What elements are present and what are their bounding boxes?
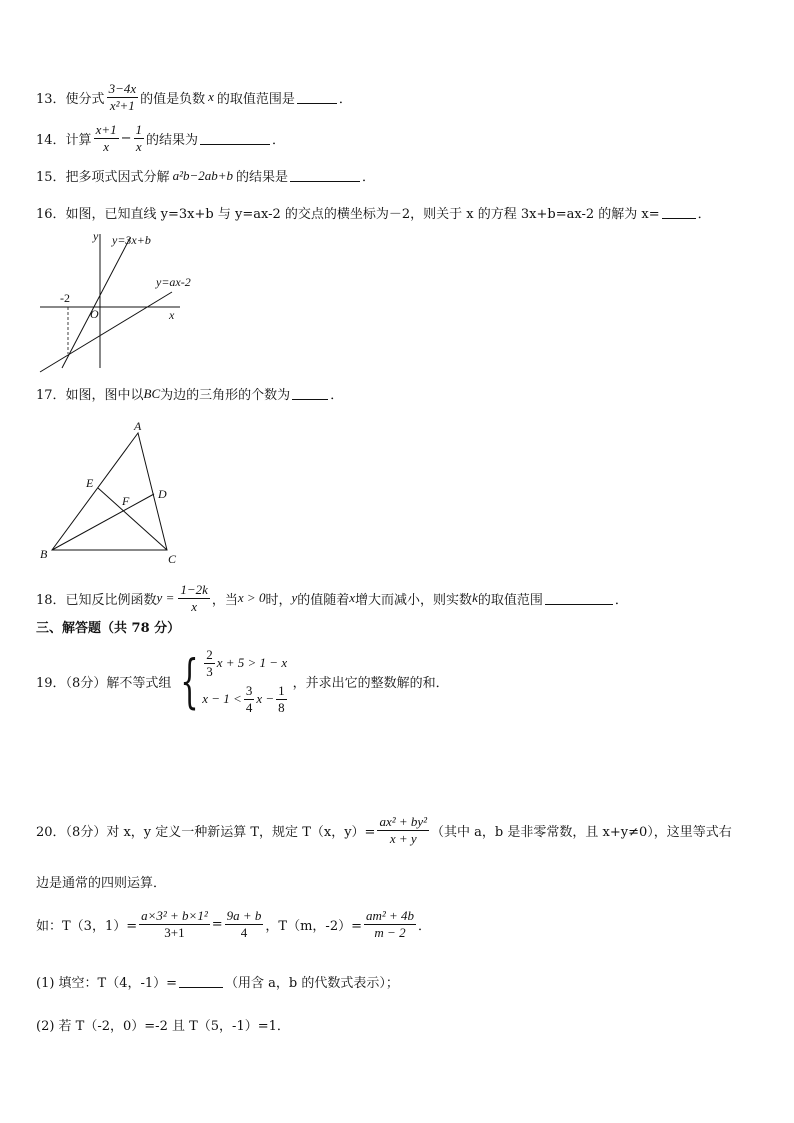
q15-end: ． <box>362 170 376 185</box>
section-3-title: 三、解答题（共 78 分） <box>36 621 181 636</box>
q18-prefix: 18．已知反比例函数 <box>36 592 157 608</box>
q19-l1-coef <box>204 648 215 678</box>
q19-l1-coef-num: 2 <box>206 647 213 662</box>
q13-var: x <box>208 89 214 105</box>
q17-text: 为边的三角形的个数为 <box>160 388 291 403</box>
q14-text: 的结果为 <box>146 132 199 148</box>
q18-mid2: 时， <box>265 592 292 608</box>
q17-prefix: 17．如图，图中以 <box>36 388 144 403</box>
q13-frac-num: 3−4x <box>108 81 137 96</box>
segment-bd <box>52 494 154 550</box>
line2-label: y=ax-2 <box>156 275 191 289</box>
q18-yvar: y <box>291 590 298 606</box>
line1-label: y=3x+b <box>112 233 151 247</box>
q20-ex-f3-num: am² + 4b <box>365 908 415 923</box>
q19-l2-coef-num: 3 <box>245 683 253 699</box>
triangle-abc <box>52 433 167 550</box>
q20-ex-f3-den: m − 2 <box>374 924 406 940</box>
q19-inequality-system <box>202 648 288 715</box>
q20-example-end: ． <box>418 918 432 934</box>
q13-prefix: 使分式 <box>65 91 105 107</box>
q20-ex-f1-num: a×3² + b×1² <box>141 908 208 923</box>
q20-example-prefix: 如：T（3，1）= <box>36 918 138 934</box>
q16-graph <box>30 226 230 376</box>
q18-kvar: k <box>472 590 478 606</box>
q15-text: 的结果是 <box>236 170 289 185</box>
q14-prefix: 计算 <box>65 132 92 148</box>
q15-expression: a²b−2ab+b <box>172 167 234 183</box>
q20-example <box>36 909 431 939</box>
q19-l2-mid: x − <box>256 691 275 707</box>
vertex-a-label: A <box>134 419 142 433</box>
q14-fraction-2 <box>134 123 145 153</box>
q14-f2-den: x <box>135 138 142 154</box>
q13-frac-den: x²+1 <box>109 97 135 113</box>
q19-inequality-2 <box>202 684 288 714</box>
question-17 <box>36 384 343 403</box>
q17-segment: BC <box>143 385 161 401</box>
q19-l2-coef-den: 4 <box>245 699 253 715</box>
q18-mid4: 增大而减小，则实数 <box>355 592 473 608</box>
q18-mid3: 的值随着 <box>297 592 350 608</box>
q19-l2-const <box>276 684 287 714</box>
q13-end: ． <box>338 91 352 107</box>
q14-number: 14． <box>36 132 66 148</box>
q20-subquestion-1 <box>36 972 399 991</box>
vertex-c-label: C <box>168 552 177 566</box>
q14-minus: − <box>120 130 132 146</box>
question-14 <box>36 123 285 153</box>
q19-prefix: 19．（8分）解不等式组 <box>36 675 172 691</box>
point-d-label: D <box>158 487 167 501</box>
question-18 <box>36 583 628 613</box>
q18-frac-num: 1−2k <box>180 582 208 597</box>
q16-end: ． <box>697 207 711 222</box>
q16-text: 16．如图，已知直线 y=3x+b 与 y=ax-2 的交点的横坐标为－2，则关于 x 的方程 3x+b=ax-2 的解为 x= <box>36 207 660 222</box>
q20-example-frac-2 <box>225 909 264 939</box>
q20-ex-f1-den: 3+1 <box>164 924 185 940</box>
q17-end: ． <box>330 388 344 403</box>
q16-answer-blank[interactable] <box>662 206 696 219</box>
q17-triangle-figure <box>34 418 194 568</box>
line-y-3x-b <box>62 238 130 368</box>
q14-f1-den: x <box>103 138 109 154</box>
point-e-label: E <box>86 476 94 490</box>
q20-example-eq: = <box>211 916 223 932</box>
q13-fraction <box>107 82 139 112</box>
q18-fraction <box>178 583 210 613</box>
q19-text: ，并求出它的整数解的和． <box>292 675 449 691</box>
q18-frac-den: x <box>191 598 197 614</box>
q13-text2: 的取值范围是 <box>216 91 295 107</box>
q19-l2-lhs: x − 1 < <box>202 691 242 707</box>
q20-ex-f2-den: 4 <box>240 924 248 940</box>
q19-l2-const-num: 1 <box>278 683 285 699</box>
q18-mid1: ，当 <box>211 592 238 608</box>
q13-answer-blank[interactable] <box>297 91 337 104</box>
question-16 <box>36 203 711 222</box>
question-15 <box>36 166 375 185</box>
q19-brace: { <box>180 647 200 716</box>
q20-subquestion-2: (2) 若 T（-2，0）=-2 且 T（5，-1）=1． <box>36 1019 290 1034</box>
q13-number: 13． <box>36 91 66 107</box>
q14-f1-num: x+1 <box>95 122 117 137</box>
q18-condition: x > 0 <box>237 590 266 606</box>
q19-l1-coef-den: 3 <box>206 663 213 679</box>
vertex-b-label: B <box>40 547 48 561</box>
question-20 <box>36 815 732 845</box>
q19-l1-rest: x + 5 > 1 − x <box>216 655 288 671</box>
q20-sub1-prefix: (1) 填空：T（4，-1）= <box>36 976 178 991</box>
x-axis-label: x <box>169 308 175 322</box>
q15-prefix: 把多项式因式分解 <box>65 170 170 185</box>
q17-answer-blank[interactable] <box>292 387 328 400</box>
q19-l2-const-den: 8 <box>278 699 285 715</box>
question-19 <box>36 648 449 715</box>
q18-xvar: x <box>349 590 356 606</box>
q20-example-mid: ，T（m，-2）= <box>265 918 362 934</box>
q18-end: ． <box>614 592 628 608</box>
point-f-label: F <box>122 494 130 508</box>
q15-answer-blank[interactable] <box>290 169 360 182</box>
q20-text: （其中 a，b 是非零常数，且 x+y≠0），这里等式右 <box>431 824 732 840</box>
q20-example-frac-1 <box>139 909 210 939</box>
q20-sub1-answer-blank[interactable] <box>179 975 223 988</box>
q15-number: 15． <box>36 170 66 185</box>
q18-fn-lhs: y = <box>156 590 175 606</box>
q20-ex-f2-num: 9a + b <box>226 908 262 923</box>
q19-inequality-1 <box>202 648 288 678</box>
q18-mid5: 的取值范围 <box>477 592 543 608</box>
q19-l2-coef <box>244 684 255 714</box>
tick-label: -2 <box>60 291 70 305</box>
q14-f2-num: 1 <box>135 122 143 137</box>
q20-example-frac-3 <box>364 909 416 939</box>
q14-fraction-1 <box>94 123 119 153</box>
q14-answer-blank[interactable] <box>200 132 270 145</box>
q14-end: ． <box>272 132 286 148</box>
q20-frac-den: x + y <box>389 830 417 846</box>
q18-answer-blank[interactable] <box>545 592 613 605</box>
question-13 <box>36 82 352 112</box>
q20-line-2: 边是通常的四则运算． <box>36 876 167 891</box>
q13-text: 的值是负数 <box>140 91 206 107</box>
origin-label: O <box>90 307 99 321</box>
y-axis-label: y <box>93 229 99 243</box>
q20-prefix: 20．（8分）对 x，y 定义一种新运算 T，规定 T（x，y）= <box>36 824 376 840</box>
q20-definition-fraction <box>377 815 429 845</box>
q20-sub1-text: （用含 a，b 的代数式表示）； <box>225 976 399 991</box>
q20-frac-num: ax² + by² <box>379 814 428 829</box>
